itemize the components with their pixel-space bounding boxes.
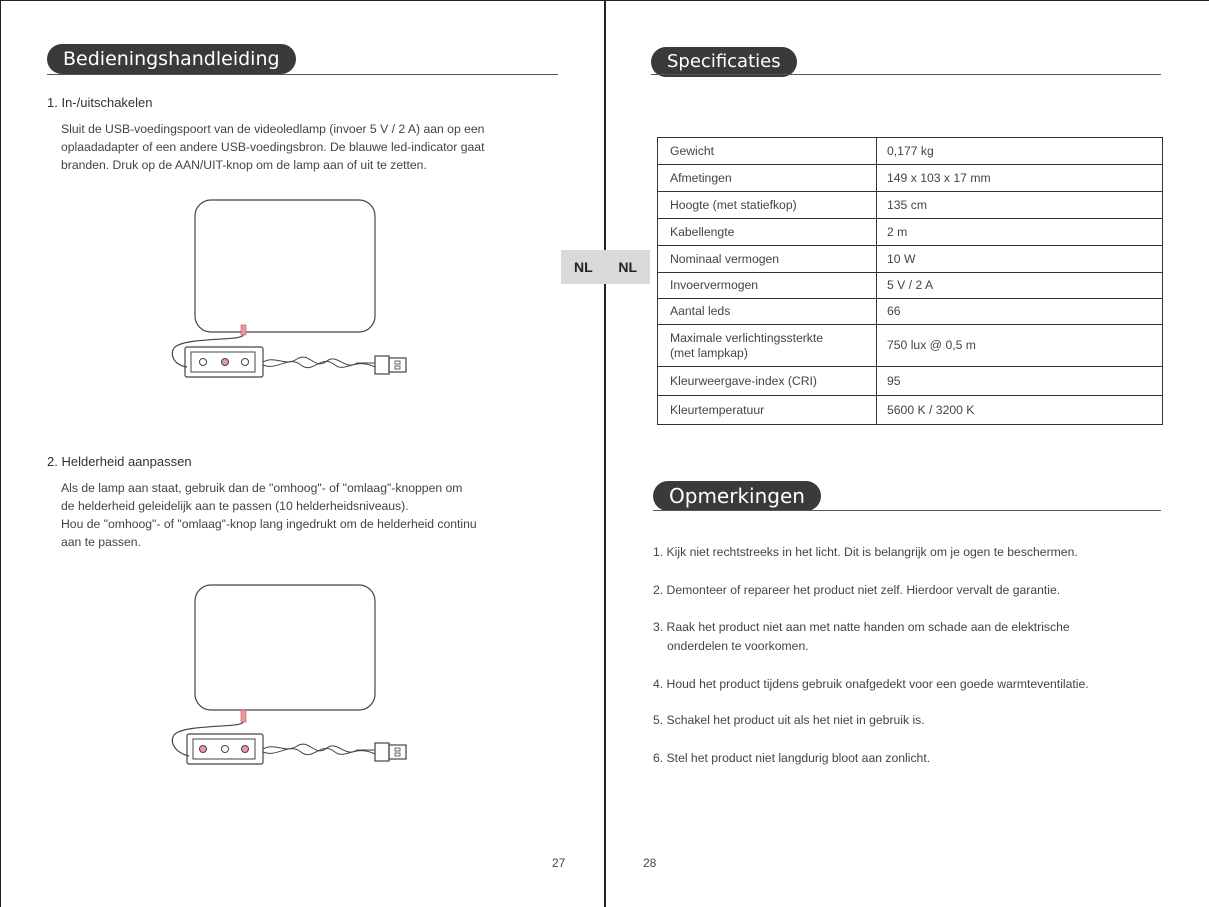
spec-row: [658, 165, 1163, 192]
note-item: [653, 675, 1089, 694]
spec-value: 135 cm: [877, 192, 1163, 219]
text-line: Hou de "omhoog"- of "omlaag"-knop lang ingedrukt om de helderheid continu: [61, 517, 477, 531]
section-title-brightness: 2. Helderheid aanpassen: [47, 454, 192, 469]
note-item: [653, 618, 1070, 656]
spec-label-line: Maximale verlichtingssterkte: [670, 330, 824, 345]
heading-rule: [47, 74, 558, 75]
spec-table: [657, 137, 1163, 425]
spec-row: [658, 367, 1163, 396]
note-item: [653, 543, 1078, 562]
text-line: oplaadadapter of een andere USB-voedingsbron. De blauwe led-indicator gaat: [61, 140, 485, 154]
heading-specificaties: Specificaties: [651, 47, 797, 77]
note-item: [653, 581, 1060, 600]
note-line: 4. Houd het product tijdens gebruik onafgedekt voor een goede warmteventilatie.: [653, 677, 1089, 691]
heading-bedieningshandleiding: Bedieningshandleiding: [47, 44, 296, 74]
note-line: onderdelen te voorkomen.: [667, 639, 809, 653]
section-text-power: [61, 120, 484, 174]
spec-value: 5600 K / 3200 K: [877, 396, 1163, 425]
note-line: 6. Stel het product niet langdurig bloot aan zonlicht.: [653, 751, 931, 765]
section-text-brightness: [61, 479, 477, 551]
spec-row: [658, 396, 1163, 425]
language-tab-right: NL: [618, 259, 637, 275]
spec-row: [658, 138, 1163, 165]
spec-label: Nominaal vermogen: [658, 246, 877, 273]
page-number-right: 28: [643, 856, 657, 870]
spec-row: [658, 325, 1163, 367]
note-item: [653, 711, 925, 730]
spec-row: [658, 273, 1163, 299]
spec-label: Kabellengte: [658, 219, 877, 246]
heading-opmerkingen: Opmerkingen: [653, 481, 821, 511]
spec-label: [658, 325, 877, 367]
spec-row: [658, 219, 1163, 246]
spec-label: Aantal leds: [658, 299, 877, 325]
note-line: 3. Raak het product niet aan met natte handen om schade aan de elektrische: [653, 620, 1070, 634]
spec-value: 95: [877, 367, 1163, 396]
lamp-illustration-power: [165, 195, 415, 385]
text-line: Sluit de USB-voedingspoort van de videoledlamp (invoer 5 V / 2 A) aan op een: [61, 122, 485, 136]
note-line: 1. Kijk niet rechtstreeks in het licht. Dit is belangrijk om je ogen te beschermen.: [653, 545, 1078, 559]
page-number-left: 27: [552, 856, 566, 870]
spec-row: [658, 246, 1163, 273]
note-line: 5. Schakel het product uit als het niet in gebruik is.: [653, 713, 925, 727]
spec-value: 149 x 103 x 17 mm: [877, 165, 1163, 192]
language-tab: [561, 250, 650, 284]
text-line: aan te passen.: [61, 535, 141, 549]
language-tab-left: NL: [574, 259, 593, 275]
spec-label: Invoervermogen: [658, 273, 877, 299]
spec-label: Gewicht: [658, 138, 877, 165]
spec-label: Kleurtemperatuur: [658, 396, 877, 425]
spec-value: 5 V / 2 A: [877, 273, 1163, 299]
spec-label: Afmetingen: [658, 165, 877, 192]
spec-label-line: (met lampkap): [670, 345, 748, 360]
spec-value: 2 m: [877, 219, 1163, 246]
spec-value: 750 lux @ 0,5 m: [877, 325, 1163, 367]
spec-value: 0,177 kg: [877, 138, 1163, 165]
note-item: [653, 749, 930, 768]
heading-rule: [653, 510, 1161, 511]
spec-label: Kleurweergave-index (CRI): [658, 367, 877, 396]
text-line: branden. Druk op de AAN/UIT-knop om de lamp aan of uit te zetten.: [61, 158, 427, 172]
spec-value: 66: [877, 299, 1163, 325]
text-line: Als de lamp aan staat, gebruik dan de "omhoog"- of "omlaag"-knoppen om: [61, 481, 463, 495]
spec-row: [658, 299, 1163, 325]
text-line: de helderheid geleidelijk aan te passen (10 helderheidsniveaus).: [61, 499, 409, 513]
spec-value: 10 W: [877, 246, 1163, 273]
section-title-power: 1. In-/uitschakelen: [47, 95, 153, 110]
note-line: 2. Demonteer of repareer het product niet zelf. Hierdoor vervalt de garantie.: [653, 583, 1061, 597]
spec-label: Hoogte (met statiefkop): [658, 192, 877, 219]
lamp-illustration-brightness: [165, 580, 415, 775]
spec-row: [658, 192, 1163, 219]
heading-rule: [651, 74, 1161, 75]
